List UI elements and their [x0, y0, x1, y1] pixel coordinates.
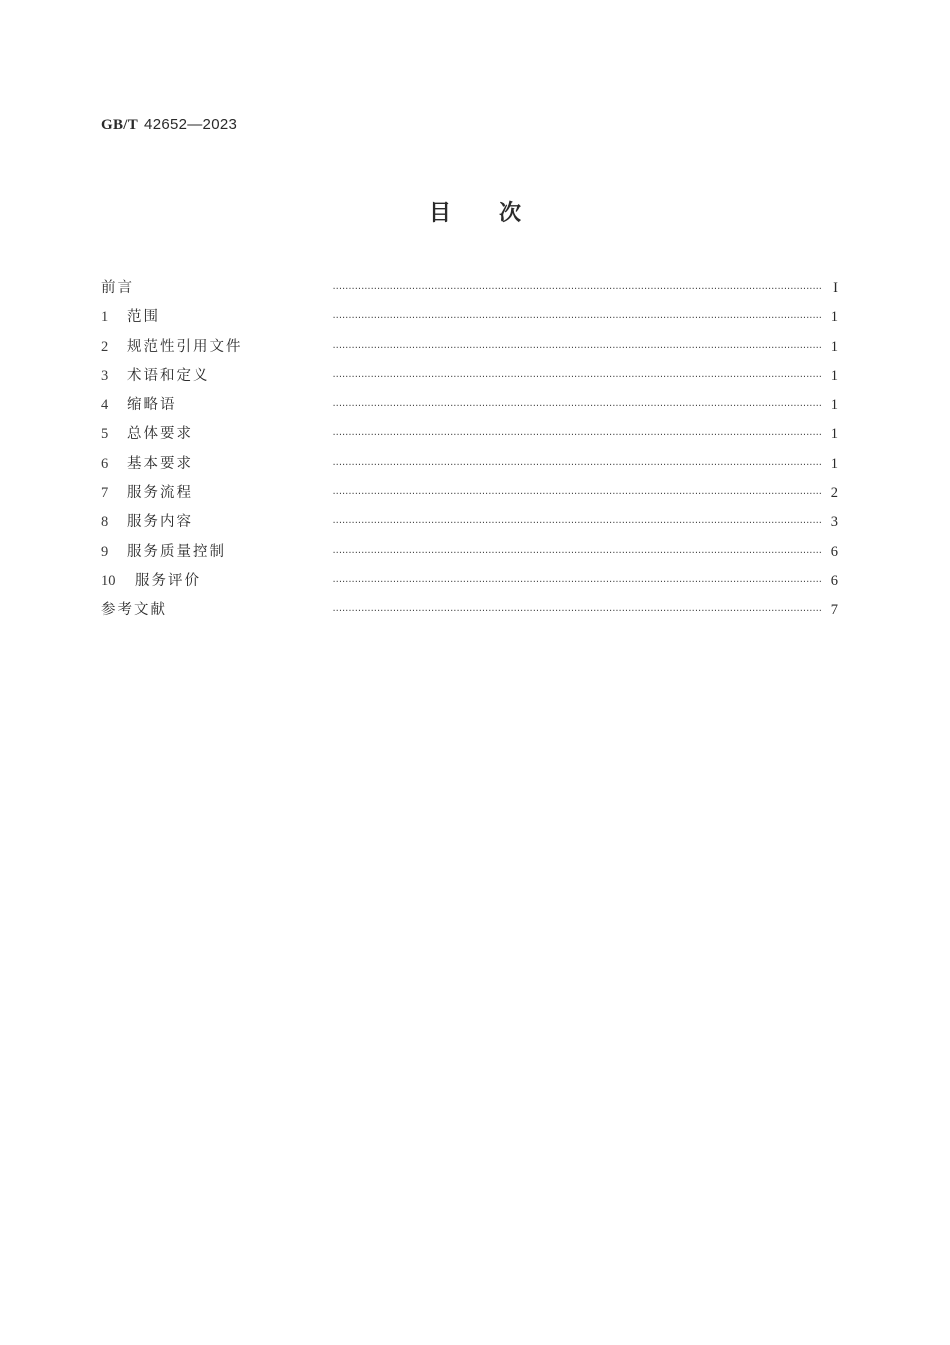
toc-entry-number: 10 — [101, 572, 116, 589]
toc-entry-label: 基本要求 — [127, 455, 193, 472]
table-of-contents — [101, 274, 838, 626]
toc-entry-service-process[interactable] — [101, 479, 838, 508]
toc-entry-number: 1 — [101, 309, 109, 326]
toc-entry-number: 7 — [101, 485, 109, 502]
toc-leader-dots: ·························································································································································· — [332, 518, 822, 530]
toc-entry-scope[interactable] — [101, 303, 838, 332]
toc-entry-general-requirements[interactable] — [101, 420, 838, 449]
toc-entry-page: I — [833, 280, 838, 296]
toc-entry-bibliography[interactable] — [101, 596, 838, 625]
standard-header — [101, 115, 237, 134]
toc-entry-page: 1 — [830, 397, 838, 414]
toc-leader-dots: ·························································································································································· — [332, 284, 822, 295]
toc-entry-page: 6 — [830, 543, 838, 560]
toc-title: 目次 — [428, 201, 569, 226]
toc-leader-dots: ·························································································································································· — [332, 371, 822, 383]
toc-entry-page: 1 — [830, 455, 838, 472]
toc-entry-page: 2 — [830, 485, 838, 502]
toc-entry-page: 1 — [830, 309, 838, 326]
toc-leader-dots: ·························································································································································· — [332, 459, 822, 471]
toc-entry-basic-requirements[interactable] — [101, 450, 838, 479]
toc-leader-dots: ·························································································································································· — [332, 313, 822, 325]
toc-entry-label: 参考文献 — [101, 602, 167, 619]
toc-leader-dots: ·························································································································································· — [332, 489, 822, 501]
toc-entry-service-evaluation[interactable] — [101, 567, 838, 596]
standard-number: 42652—2023 — [144, 116, 238, 133]
toc-entry-number: 3 — [101, 367, 109, 384]
toc-entry-number: 8 — [101, 514, 109, 531]
toc-entry-service-content[interactable] — [101, 508, 838, 537]
toc-entry-label: 服务流程 — [127, 485, 193, 502]
toc-entry-page: 6 — [830, 572, 838, 589]
toc-entry-service-quality-control[interactable] — [101, 538, 838, 567]
toc-leader-dots: ·························································································································································· — [332, 606, 822, 618]
toc-entry-label: 总体要求 — [127, 426, 193, 443]
toc-entry-label: 缩略语 — [127, 397, 177, 414]
toc-entry-normative-references[interactable] — [101, 333, 838, 362]
toc-entry-page: 3 — [830, 514, 838, 531]
toc-entry-terms-definitions[interactable] — [101, 362, 838, 391]
toc-entry-page: 1 — [830, 338, 838, 355]
toc-entry-number: 9 — [101, 543, 109, 560]
toc-leader-dots: ·························································································································································· — [332, 342, 822, 354]
toc-entry-number: 2 — [101, 338, 109, 355]
toc-leader-dots: ·························································································································································· — [332, 547, 822, 559]
toc-entry-label: 术语和定义 — [127, 367, 210, 384]
toc-entry-label: 范围 — [127, 309, 160, 326]
standard-prefix: GB/T — [101, 117, 139, 133]
toc-entry-number: 6 — [101, 455, 109, 472]
toc-entry-page: 1 — [830, 367, 838, 384]
toc-leader-dots: ·························································································································································· — [332, 576, 822, 588]
toc-entry-label: 服务质量控制 — [127, 543, 226, 560]
toc-entry-number: 4 — [101, 397, 109, 414]
toc-entry-label: 服务评价 — [135, 572, 201, 589]
toc-entry-label: 规范性引用文件 — [127, 338, 243, 355]
toc-entry-page: 1 — [830, 426, 838, 443]
toc-entry-number: 5 — [101, 426, 109, 443]
toc-leader-dots: ·························································································································································· — [332, 430, 822, 442]
toc-leader-dots: ·························································································································································· — [332, 401, 822, 413]
toc-entry-label: 前言 — [101, 280, 134, 296]
toc-entry-abbreviations[interactable] — [101, 391, 838, 420]
toc-entry-foreword[interactable] — [101, 274, 838, 303]
toc-entry-label: 服务内容 — [127, 514, 193, 531]
toc-entry-page: 7 — [830, 602, 838, 619]
